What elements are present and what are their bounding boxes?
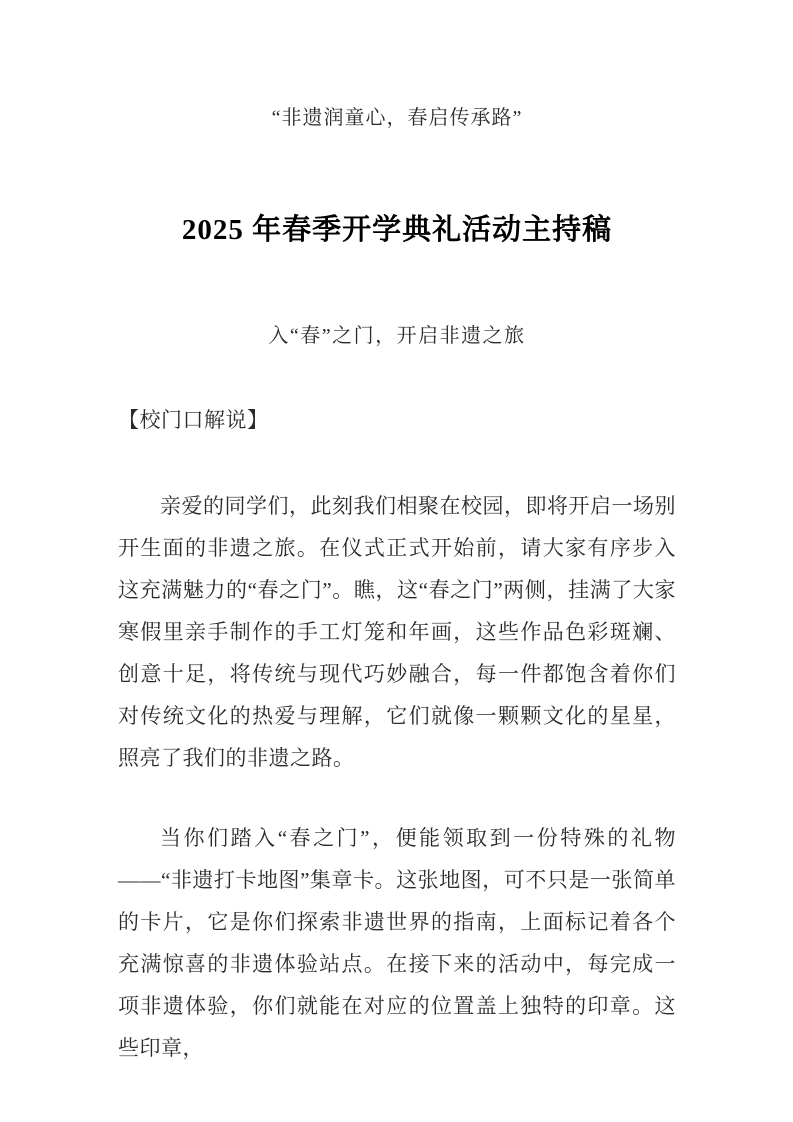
document-title: 2025 年春季开学典礼活动主持稿 <box>181 214 613 246</box>
document-subtitle: 入“春”之门，开启非遗之旅 <box>268 325 526 347</box>
section-heading-school-gate: 【校门口解说】 <box>118 408 269 432</box>
document-motto: “非遗润童心，春启传承路” <box>271 107 523 129</box>
body-paragraph-1: 亲爱的同学们，此刻我们相聚在校园，即将开启一场别开生面的非遗之旅。在仪式正式开始前，请大家有序步入这充满魅力的“春之门”。瞧，这“春之门”两侧，挂满了大家寒假里亲手制作的手工灯笼和年画，这些作品色彩斑斓、创意十足，将传统与现代巧妙融合，每一件都饱含着你们对传统文化的热爱与理解，它们就像一颗颗文化的星星，照亮了我们的非遗之路。 <box>118 494 676 770</box>
body-paragraph-2: 当你们踏入“春之门”，便能领取到一份特殊的礼物——“非遗打卡地图”集章卡。这张地图，可不只是一张简单的卡片，它是你们探索非遗世界的指南，上面标记着各个充满惊喜的非遗体验站点。在接下来的活动中，每完成一项非遗体验，你们就能在对应的位置盖上独特的印章。这些印章， <box>118 826 676 1060</box>
